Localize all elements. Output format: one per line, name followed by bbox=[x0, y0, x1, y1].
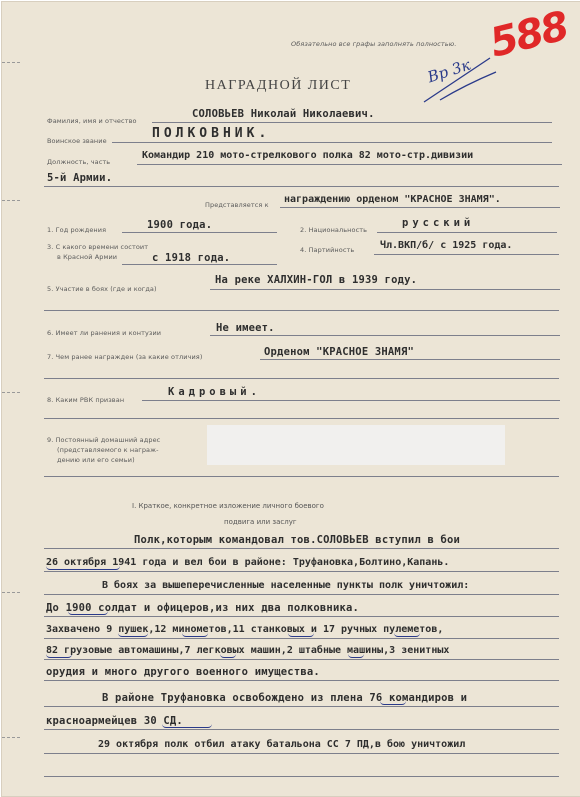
summary-rule bbox=[44, 548, 559, 549]
registration-stamp: 588 bbox=[485, 3, 572, 67]
summary-rule bbox=[44, 616, 559, 617]
service-label-2: в Красной Армии bbox=[57, 253, 118, 261]
field-line bbox=[280, 207, 560, 208]
position-value-line2: 5-й Армии. bbox=[47, 172, 113, 184]
wounds-value: Не имеет. bbox=[216, 322, 275, 334]
summary-rule bbox=[44, 594, 559, 595]
field-line bbox=[122, 232, 277, 233]
field-line bbox=[377, 232, 557, 233]
summary-rule bbox=[44, 638, 559, 639]
field-line bbox=[112, 142, 552, 143]
handwritten-stroke bbox=[420, 50, 500, 110]
party-label: 4. Партийность bbox=[300, 246, 355, 254]
summary-rule bbox=[44, 729, 559, 730]
name-label: Фамилия, имя и отчество bbox=[47, 117, 137, 125]
position-label: Должность, часть bbox=[47, 158, 111, 166]
pencil-underline bbox=[220, 652, 236, 658]
margin-mark bbox=[2, 737, 20, 738]
nominated-label: Представляется к bbox=[205, 201, 269, 209]
field-line bbox=[137, 164, 562, 165]
pencil-underline bbox=[394, 631, 420, 637]
field-line bbox=[44, 378, 559, 379]
summary-rule bbox=[44, 753, 559, 754]
pencil-underline bbox=[380, 699, 406, 705]
address-label-3: дению или его семьи) bbox=[57, 456, 135, 464]
battles-label: 5. Участие в боях (где и когда) bbox=[47, 285, 157, 293]
summary-line: 29 октября полк отбил атаку батальона СС 7 ПД,в бою уничтожил bbox=[98, 739, 466, 750]
position-value-line1: Командир 210 мото-стрелкового полка 82 мото-стр.дивизии bbox=[142, 150, 474, 161]
party-value: Чл.ВКП/б/ с 1925 года. bbox=[380, 240, 513, 251]
summary-line: орудия и много другого военного имущества. bbox=[46, 666, 320, 678]
pencil-underline bbox=[182, 631, 208, 637]
summary-line: Захвачено 9 пушек,12 минометов,11 станковых и 17 ручных пулеметов, bbox=[46, 624, 444, 635]
summary-line: В боях за вышеперечисленные населенные пункты полк уничтожил: bbox=[102, 580, 470, 591]
field-line bbox=[122, 264, 277, 265]
awards-value: Орденом "КРАСНОЕ ЗНАМЯ" bbox=[264, 346, 414, 358]
nationality-label: 2. Национальность bbox=[300, 226, 368, 234]
header-note: Обязательно все графы заполнять полностью. bbox=[291, 40, 457, 48]
pencil-underline bbox=[46, 652, 72, 658]
summary-rule bbox=[44, 659, 559, 660]
birth-value: 1900 года. bbox=[147, 219, 213, 231]
summary-rule bbox=[44, 680, 559, 681]
redacted-address bbox=[207, 425, 505, 465]
battles-value: На реке ХАЛХИН-ГОЛ в 1939 году. bbox=[215, 274, 418, 286]
rvk-value: Кадровый. bbox=[168, 386, 261, 398]
field-line bbox=[152, 122, 552, 123]
pencil-underline bbox=[348, 652, 364, 658]
field-line bbox=[44, 310, 559, 311]
field-line bbox=[142, 400, 560, 401]
margin-mark bbox=[2, 592, 20, 593]
address-label-1: 9. Постоянный домашний адрес bbox=[47, 436, 161, 444]
birth-label: 1. Год рождения bbox=[47, 226, 107, 234]
field-line bbox=[210, 289, 560, 290]
name-value: СОЛОВЬЕВ Николай Николаевич. bbox=[192, 108, 375, 120]
pencil-underline bbox=[162, 722, 212, 728]
field-line bbox=[44, 186, 559, 187]
field-line bbox=[374, 254, 559, 255]
service-label-1: 3. С какого времени состоит bbox=[47, 243, 149, 251]
summary-rule bbox=[44, 776, 559, 777]
handwritten-note: Вр 3к bbox=[425, 55, 473, 87]
service-value: с 1918 года. bbox=[152, 252, 231, 264]
summary-line: 26 октября 1941 года и вел бои в районе: Труфановка,Болтино,Капань. bbox=[46, 557, 450, 568]
field-line bbox=[260, 359, 560, 360]
field-line bbox=[44, 418, 559, 419]
margin-mark bbox=[2, 200, 20, 201]
rvk-label: 8. Каким РВК призван bbox=[47, 396, 125, 404]
document-title: НАГРАДНОЙ ЛИСТ bbox=[205, 78, 352, 93]
field-line bbox=[210, 335, 560, 336]
award-sheet bbox=[1, 1, 580, 797]
summary-line: красноармейцев 30 СД. bbox=[46, 715, 183, 727]
nominated-value: награждению орденом "КРАСНОЕ ЗНАМЯ". bbox=[284, 194, 501, 205]
pencil-underline bbox=[68, 609, 108, 615]
summary-heading-line2: подвига или заслуг bbox=[224, 518, 297, 526]
rank-value: ПОЛКОВНИК. bbox=[152, 126, 271, 141]
wounds-label: 6. Имеет ли ранения и контузии bbox=[47, 329, 162, 337]
summary-heading-line1: I. Краткое, конкретное изложение личного боевого bbox=[132, 502, 324, 510]
address-label-2: (представляемого к награж- bbox=[57, 446, 159, 454]
nationality-value: русский bbox=[402, 217, 475, 229]
pencil-underline bbox=[288, 631, 314, 637]
awards-label: 7. Чем ранее награжден (за какие отличия) bbox=[47, 353, 203, 361]
pencil-underline bbox=[118, 631, 148, 637]
rank-label: Воинское звание bbox=[47, 137, 107, 145]
field-line bbox=[44, 476, 559, 477]
summary-line: До 1900 солдат и офицеров,из них два полковника. bbox=[46, 602, 360, 614]
summary-line: 82 грузовые автомашины,7 легковых машин,2 штабные машины,3 зенитных bbox=[46, 645, 450, 656]
margin-mark bbox=[2, 62, 20, 63]
summary-line: В районе Труфановка освобождено из плена 76 командиров и bbox=[102, 692, 468, 704]
summary-line: Полк,которым командовал тов.СОЛОВЬЕВ вступил в бои bbox=[134, 534, 461, 546]
margin-mark bbox=[2, 392, 20, 393]
summary-rule bbox=[44, 706, 559, 707]
pencil-underline bbox=[46, 564, 120, 570]
summary-rule bbox=[44, 571, 559, 572]
